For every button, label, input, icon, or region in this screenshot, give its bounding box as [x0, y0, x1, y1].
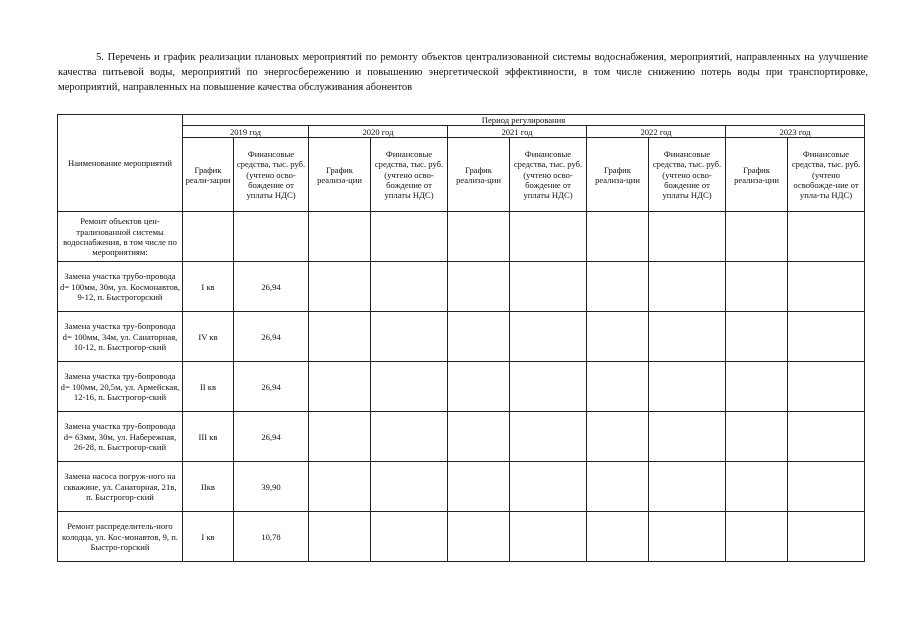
empty-cell: [726, 212, 788, 262]
empty-cell: [726, 512, 788, 562]
empty-cell: [448, 312, 510, 362]
empty-cell: [510, 312, 587, 362]
amount-cell: 26,94: [234, 312, 309, 362]
amount-cell: 39,90: [234, 462, 309, 512]
table-row: [58, 262, 865, 312]
empty-cell: [371, 212, 448, 262]
plan-table: [57, 114, 865, 562]
schedule-cell: III кв: [183, 412, 234, 462]
section-heading: [58, 50, 868, 95]
empty-cell: [448, 512, 510, 562]
year-header: 2019 год: [183, 126, 309, 138]
empty-cell: [788, 262, 865, 312]
year-header: 2022 год: [587, 126, 726, 138]
empty-cell: [371, 262, 448, 312]
empty-cell: [726, 262, 788, 312]
amount-cell: 26,94: [234, 362, 309, 412]
finance-header: Финансовые средства, тыс. руб. (учтено освобожде-ние от упла-ты НДС): [788, 138, 865, 212]
empty-cell: [649, 312, 726, 362]
amount-cell: 26,94: [234, 262, 309, 312]
schedule-cell: I кв: [183, 512, 234, 562]
empty-cell: [309, 512, 371, 562]
measure-name: Ремонт распределитель-ного колодца, ул. Кос-монавтов, 9, п. Быстро-горский: [58, 512, 183, 562]
empty-cell: [788, 212, 865, 262]
empty-cell: [371, 412, 448, 462]
table-row: [58, 512, 865, 562]
finance-header: Финансовые средства, тыс. руб. (учтено осво-бождение от уплаты НДС): [510, 138, 587, 212]
empty-cell: [510, 412, 587, 462]
measure-name: Замена участка тру-бопровода d= 100мм, 34м, ул. Санаторная, 10-12, п. Быстрогор-ский: [58, 312, 183, 362]
empty-cell: [587, 512, 649, 562]
empty-cell: [726, 412, 788, 462]
empty-cell: [788, 462, 865, 512]
measure-name: Замена участка тру-бопровода d= 100мм, 20,5м, ул. Армейская, 12-16, п. Быстрогор-ский: [58, 362, 183, 412]
measure-name: Ремонт объектов цен-трализованной системы водоснабжения, в том числе по мероприятиям:: [58, 212, 183, 262]
empty-cell: [371, 462, 448, 512]
empty-cell: [649, 512, 726, 562]
schedule-header: График реализа-ции: [448, 138, 510, 212]
schedule-header: График реализа-ции: [309, 138, 371, 212]
amount-cell: 10,78: [234, 512, 309, 562]
empty-cell: [371, 312, 448, 362]
empty-cell: [788, 362, 865, 412]
schedule-cell: I кв: [183, 262, 234, 312]
empty-cell: [587, 262, 649, 312]
empty-cell: [448, 462, 510, 512]
empty-cell: [309, 412, 371, 462]
schedule-cell: IIкв: [183, 462, 234, 512]
empty-cell: [587, 462, 649, 512]
finance-header: Финансовые средства, тыс. руб. (учтено осво-бождение от уплаты НДС): [234, 138, 309, 212]
empty-cell: [309, 212, 371, 262]
empty-cell: [649, 412, 726, 462]
amount-cell: [234, 212, 309, 262]
empty-cell: [649, 212, 726, 262]
empty-cell: [649, 462, 726, 512]
table-row: [58, 462, 865, 512]
empty-cell: [309, 362, 371, 412]
finance-header: Финансовые средства, тыс. руб. (учтено осво-бождение от уплаты НДС): [649, 138, 726, 212]
year-header: 2021 год: [448, 126, 587, 138]
empty-cell: [510, 212, 587, 262]
schedule-cell: IV кв: [183, 312, 234, 362]
empty-cell: [587, 312, 649, 362]
empty-cell: [448, 212, 510, 262]
empty-cell: [788, 312, 865, 362]
empty-cell: [448, 262, 510, 312]
table-row: [58, 412, 865, 462]
finance-header: Финансовые средства, тыс. руб. (учтено осво-бождение от уплаты НДС): [371, 138, 448, 212]
year-header: 2020 год: [309, 126, 448, 138]
schedule-cell: [183, 212, 234, 262]
measure-name: Замена участка тру-бопровода d= 63мм, 30м, ул. Набережная, 26-28, п. Быстрогор-ский: [58, 412, 183, 462]
empty-cell: [371, 362, 448, 412]
empty-cell: [510, 262, 587, 312]
table-row: [58, 362, 865, 412]
empty-cell: [309, 462, 371, 512]
section-heading-text: 5. Перечень и график реализации плановых мероприятий по ремонту объектов централизованной системы водоснабжения, мероприятий, направленных на улучшение качества питьевой воды, мероприятий по энергосбережению и повышению энергетической эффективности, в том числе снижению потерь воды при транспортировке, мероприятий, направленных на повышение качества обслуживания абонентов: [58, 52, 868, 93]
empty-cell: [726, 312, 788, 362]
measure-name: Замена участка трубо-провода d= 100мм, 30м, ул. Космонавтов, 9-12, п. Быстрогорский: [58, 262, 183, 312]
empty-cell: [587, 212, 649, 262]
year-header: 2023 год: [726, 126, 865, 138]
empty-cell: [726, 462, 788, 512]
empty-cell: [510, 462, 587, 512]
empty-cell: [448, 412, 510, 462]
empty-cell: [788, 512, 865, 562]
empty-cell: [510, 362, 587, 412]
name-column-header: Наименование мероприятий: [58, 115, 183, 212]
empty-cell: [587, 412, 649, 462]
period-header: Период регулирования: [183, 115, 865, 126]
empty-cell: [448, 362, 510, 412]
empty-cell: [788, 412, 865, 462]
empty-cell: [309, 262, 371, 312]
measure-name: Замена насоса погруж-ного на скважине, ул. Санаторная, 21в, п. Быстрогор-ский: [58, 462, 183, 512]
empty-cell: [309, 312, 371, 362]
empty-cell: [649, 362, 726, 412]
schedule-header: График реали-зации: [183, 138, 234, 212]
schedule-header: График реализа-ции: [587, 138, 649, 212]
empty-cell: [587, 362, 649, 412]
empty-cell: [726, 362, 788, 412]
amount-cell: 26,94: [234, 412, 309, 462]
empty-cell: [510, 512, 587, 562]
empty-cell: [371, 512, 448, 562]
table-row: [58, 212, 865, 262]
schedule-cell: II кв: [183, 362, 234, 412]
empty-cell: [649, 262, 726, 312]
table-row: [58, 312, 865, 362]
schedule-header: График реализа-ции: [726, 138, 788, 212]
